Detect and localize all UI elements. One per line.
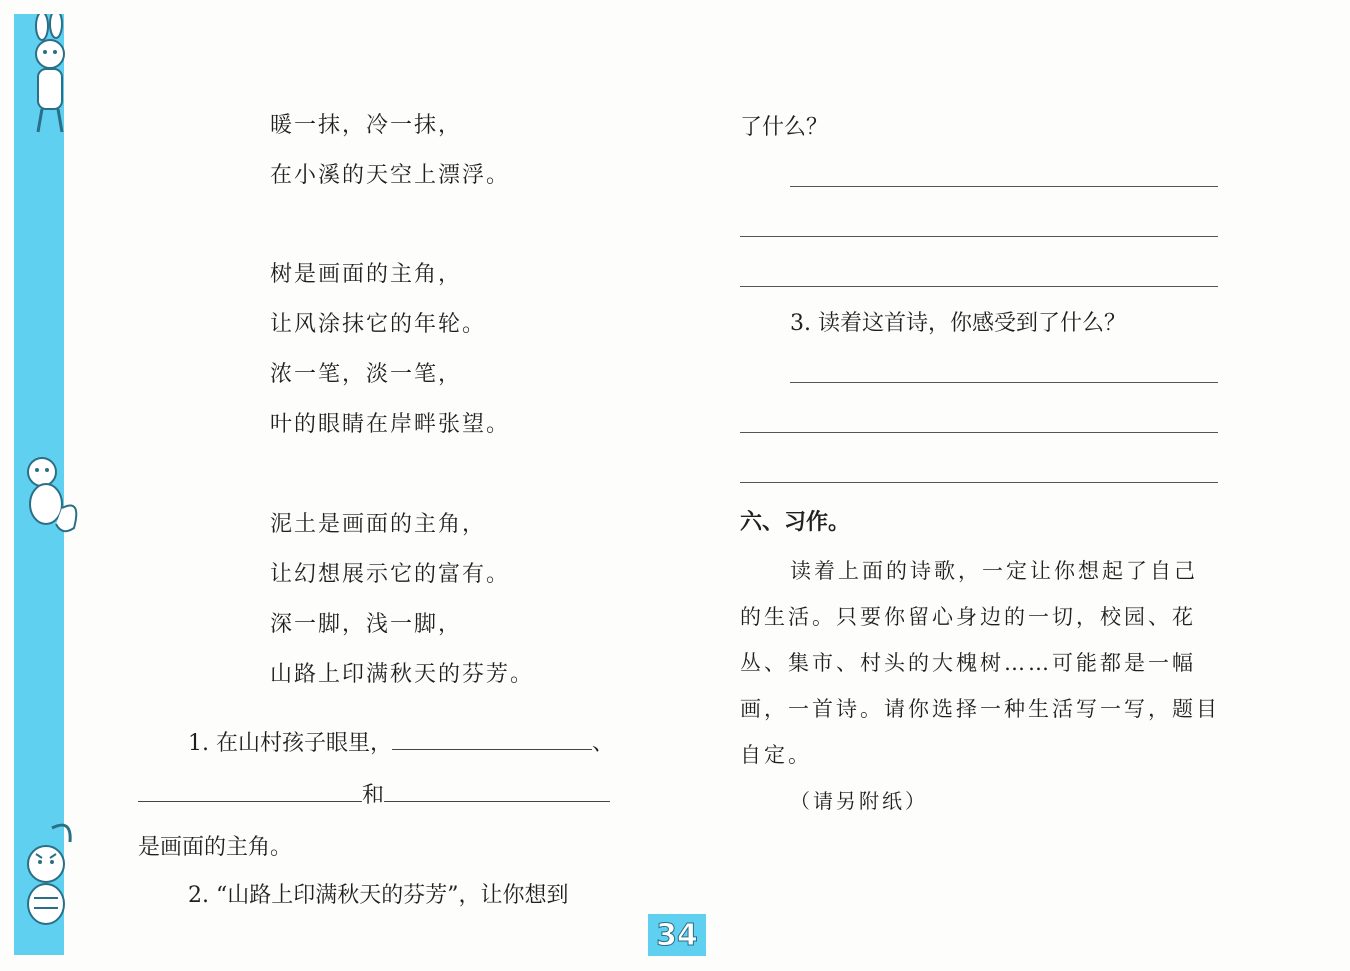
question-1-line2 [138, 778, 610, 809]
answer-blank-2[interactable] [138, 779, 362, 802]
question-1-separator: 、 [591, 731, 614, 756]
question-1-end: 是画面的主角。 [138, 835, 293, 860]
answer-blank-3[interactable] [384, 779, 610, 802]
poem-line: 让风涂抹它的年轮。 [270, 312, 487, 337]
answer-line[interactable] [790, 382, 1218, 383]
rabbit-mascot-icon [12, 14, 88, 142]
paragraph-line: 自定。 [740, 743, 812, 767]
answer-line[interactable] [740, 482, 1218, 483]
paragraph-line: 丛、集市、村头的大槐树……可能都是一幅 [740, 651, 1196, 675]
squirrel-mascot-icon [12, 448, 88, 538]
paragraph-line: 画，一首诗。请你选择一种生活写一写，题目 [740, 697, 1220, 721]
page-number: 34 [656, 918, 698, 953]
poem-line: 让幻想展示它的富有。 [270, 562, 511, 587]
poem-line: 深一脚，浅一脚， [270, 612, 463, 637]
question-3-prompt: 3. 读着这首诗，你感受到了什么？ [790, 311, 1126, 336]
section-title: 六、习作。 [740, 510, 851, 535]
question-1-and: 和 [362, 783, 385, 808]
tiger-mascot-icon [12, 818, 88, 930]
question-2-prompt: 2. “山路上印满秋天的芬芳”，让你想到 [188, 883, 569, 908]
question-1-text: 1. 在山村孩子眼里， [188, 731, 392, 756]
poem-line: 树是画面的主角， [270, 262, 463, 287]
question-1-prompt [188, 726, 614, 757]
attachment-note: （请另附纸） [790, 789, 928, 813]
poem-line: 泥土是画面的主角， [270, 512, 487, 537]
poem-line: 暖一抹，冷一抹， [270, 113, 463, 138]
paragraph-line: 的生活。只要你留心身边的一切，校园、花 [740, 605, 1196, 629]
answer-line[interactable] [740, 236, 1218, 237]
answer-line[interactable] [790, 186, 1218, 187]
answer-line[interactable] [740, 286, 1218, 287]
poem-line: 在小溪的天空上漂浮。 [270, 163, 511, 188]
poem-line: 山路上印满秋天的芬芳。 [270, 662, 535, 687]
poem-line: 叶的眼睛在岸畔张望。 [270, 412, 511, 437]
answer-blank-1[interactable] [392, 727, 592, 750]
poem-line: 浓一笔，淡一笔， [270, 362, 463, 387]
paragraph-line: 读着上面的诗歌，一定让你想起了自己 [790, 559, 1198, 583]
answer-line[interactable] [740, 432, 1218, 433]
question-2-continued: 了什么？ [740, 115, 829, 140]
